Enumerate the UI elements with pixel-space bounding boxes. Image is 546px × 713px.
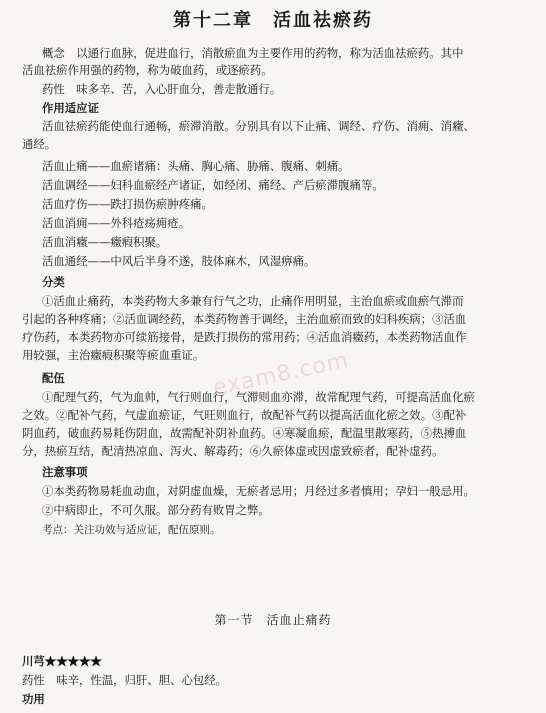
compatibility-line-1: ①配理气药，气为血帅，气行则血行，气滞则血亦滞，故常配理气药，可提高活血化瘀 [42, 390, 475, 404]
watermark: exam8.com [210, 347, 352, 402]
herb-heading [22, 654, 528, 669]
item-abscess: 活血消痈——外科疮疡痈疮。 [42, 216, 191, 230]
compatibility-line-4: 分，热瘀互结，配清热凉血、泻火、解毒药；⑥久瘀体虚或因虚致瘀者，配补虚药。 [22, 444, 444, 458]
indication-line-1: 活血祛瘀药能使血行通畅，瘀滞消散。分别具有以下止痛、调经、疗伤、消痈、消癥、 [42, 119, 475, 133]
precautions-heading: 注意事项 [42, 465, 88, 479]
section-title: 第一节 活血止痛药 [214, 613, 332, 627]
herb-name: 川芎 [22, 654, 45, 668]
classification-line-2: 引起的各种疼痛；②活血调经药，本类药物善于调经，主治血瘀而致的妇科疾病；③活血 [22, 312, 467, 326]
classification-line-4: 用较强，主治癥瘕积聚等瘀血重证。 [22, 348, 205, 362]
herb-property-line: 药性 味辛，性温，归肝、胆、心包经。 [22, 673, 228, 687]
herb-function-label: 功用 [22, 692, 45, 706]
concept-line-2: 活血祛瘀作用强的药物，称为破血药，或逐瘀药。 [22, 63, 273, 77]
precautions-line-2: ②中病即止，不可久服。部分药有败胃之弊。 [42, 503, 270, 517]
item-mass: 活血消癥——癥瘕积聚。 [42, 235, 168, 249]
compatibility-heading: 配伍 [42, 371, 65, 385]
indication-heading: 作用适应证 [42, 101, 99, 115]
indication-line-2: 通经。 [22, 137, 57, 151]
classification-heading: 分类 [42, 275, 65, 289]
property-line: 药性 味多辛、苦，入心肝血分，善走散通行。 [42, 82, 282, 96]
classification-line-1: ①活血止痛药，本类药物大多兼有行气之功，止痛作用明显，主治血瘀或血瘀气滞而 [42, 294, 464, 308]
precautions-line-1: ①本类药物易耗血动血，对阴虚血燥，无瘀者忌用；月经过多者慎用；孕妇一般忌用。 [42, 484, 475, 498]
compatibility-line-2: 之效。②配补气药，气虚血瘀证，气旺则血行，故配补气药以提高活血化瘀之效。③配补 [22, 408, 467, 422]
herb-rating-stars: ★★★★★ [44, 654, 102, 668]
item-pain: 活血止痛——血瘀诸痛：头痛、胸心痛、胁痛、腹痛、刺痛。 [42, 159, 350, 173]
concept-line-1: 概念 以通行血脉，促进血行，消散瘀血为主要作用的药物，称为活血祛瘀药。其中 [42, 46, 464, 60]
item-channel: 活血通经——中风后半身不遂，肢体麻木，风湿痹痛。 [42, 254, 316, 268]
item-injury: 活血疗伤——跌打损伤瘀肿疼痛。 [42, 197, 213, 211]
item-menses: 活血调经——妇科血瘀经产诸证，如经闭、痛经、产后瘀滞腹痛等。 [42, 178, 384, 192]
exam-point-note: 考点：关注功效与适应证，配伍原则。 [42, 524, 221, 536]
compatibility-line-3: 阴血药，破血药易耗伤阴血，故需配补阴补血药。④寒凝血瘀，配温里散寒药，⑤热搏血 [22, 426, 467, 440]
classification-line-3: 疗伤药，本类药物亦可续筋接骨，是跌打损伤的常用药；④活血消癥药，本类药物活血作 [22, 330, 467, 344]
chapter-title: 第十二章 活血祛瘀药 [173, 10, 373, 31]
